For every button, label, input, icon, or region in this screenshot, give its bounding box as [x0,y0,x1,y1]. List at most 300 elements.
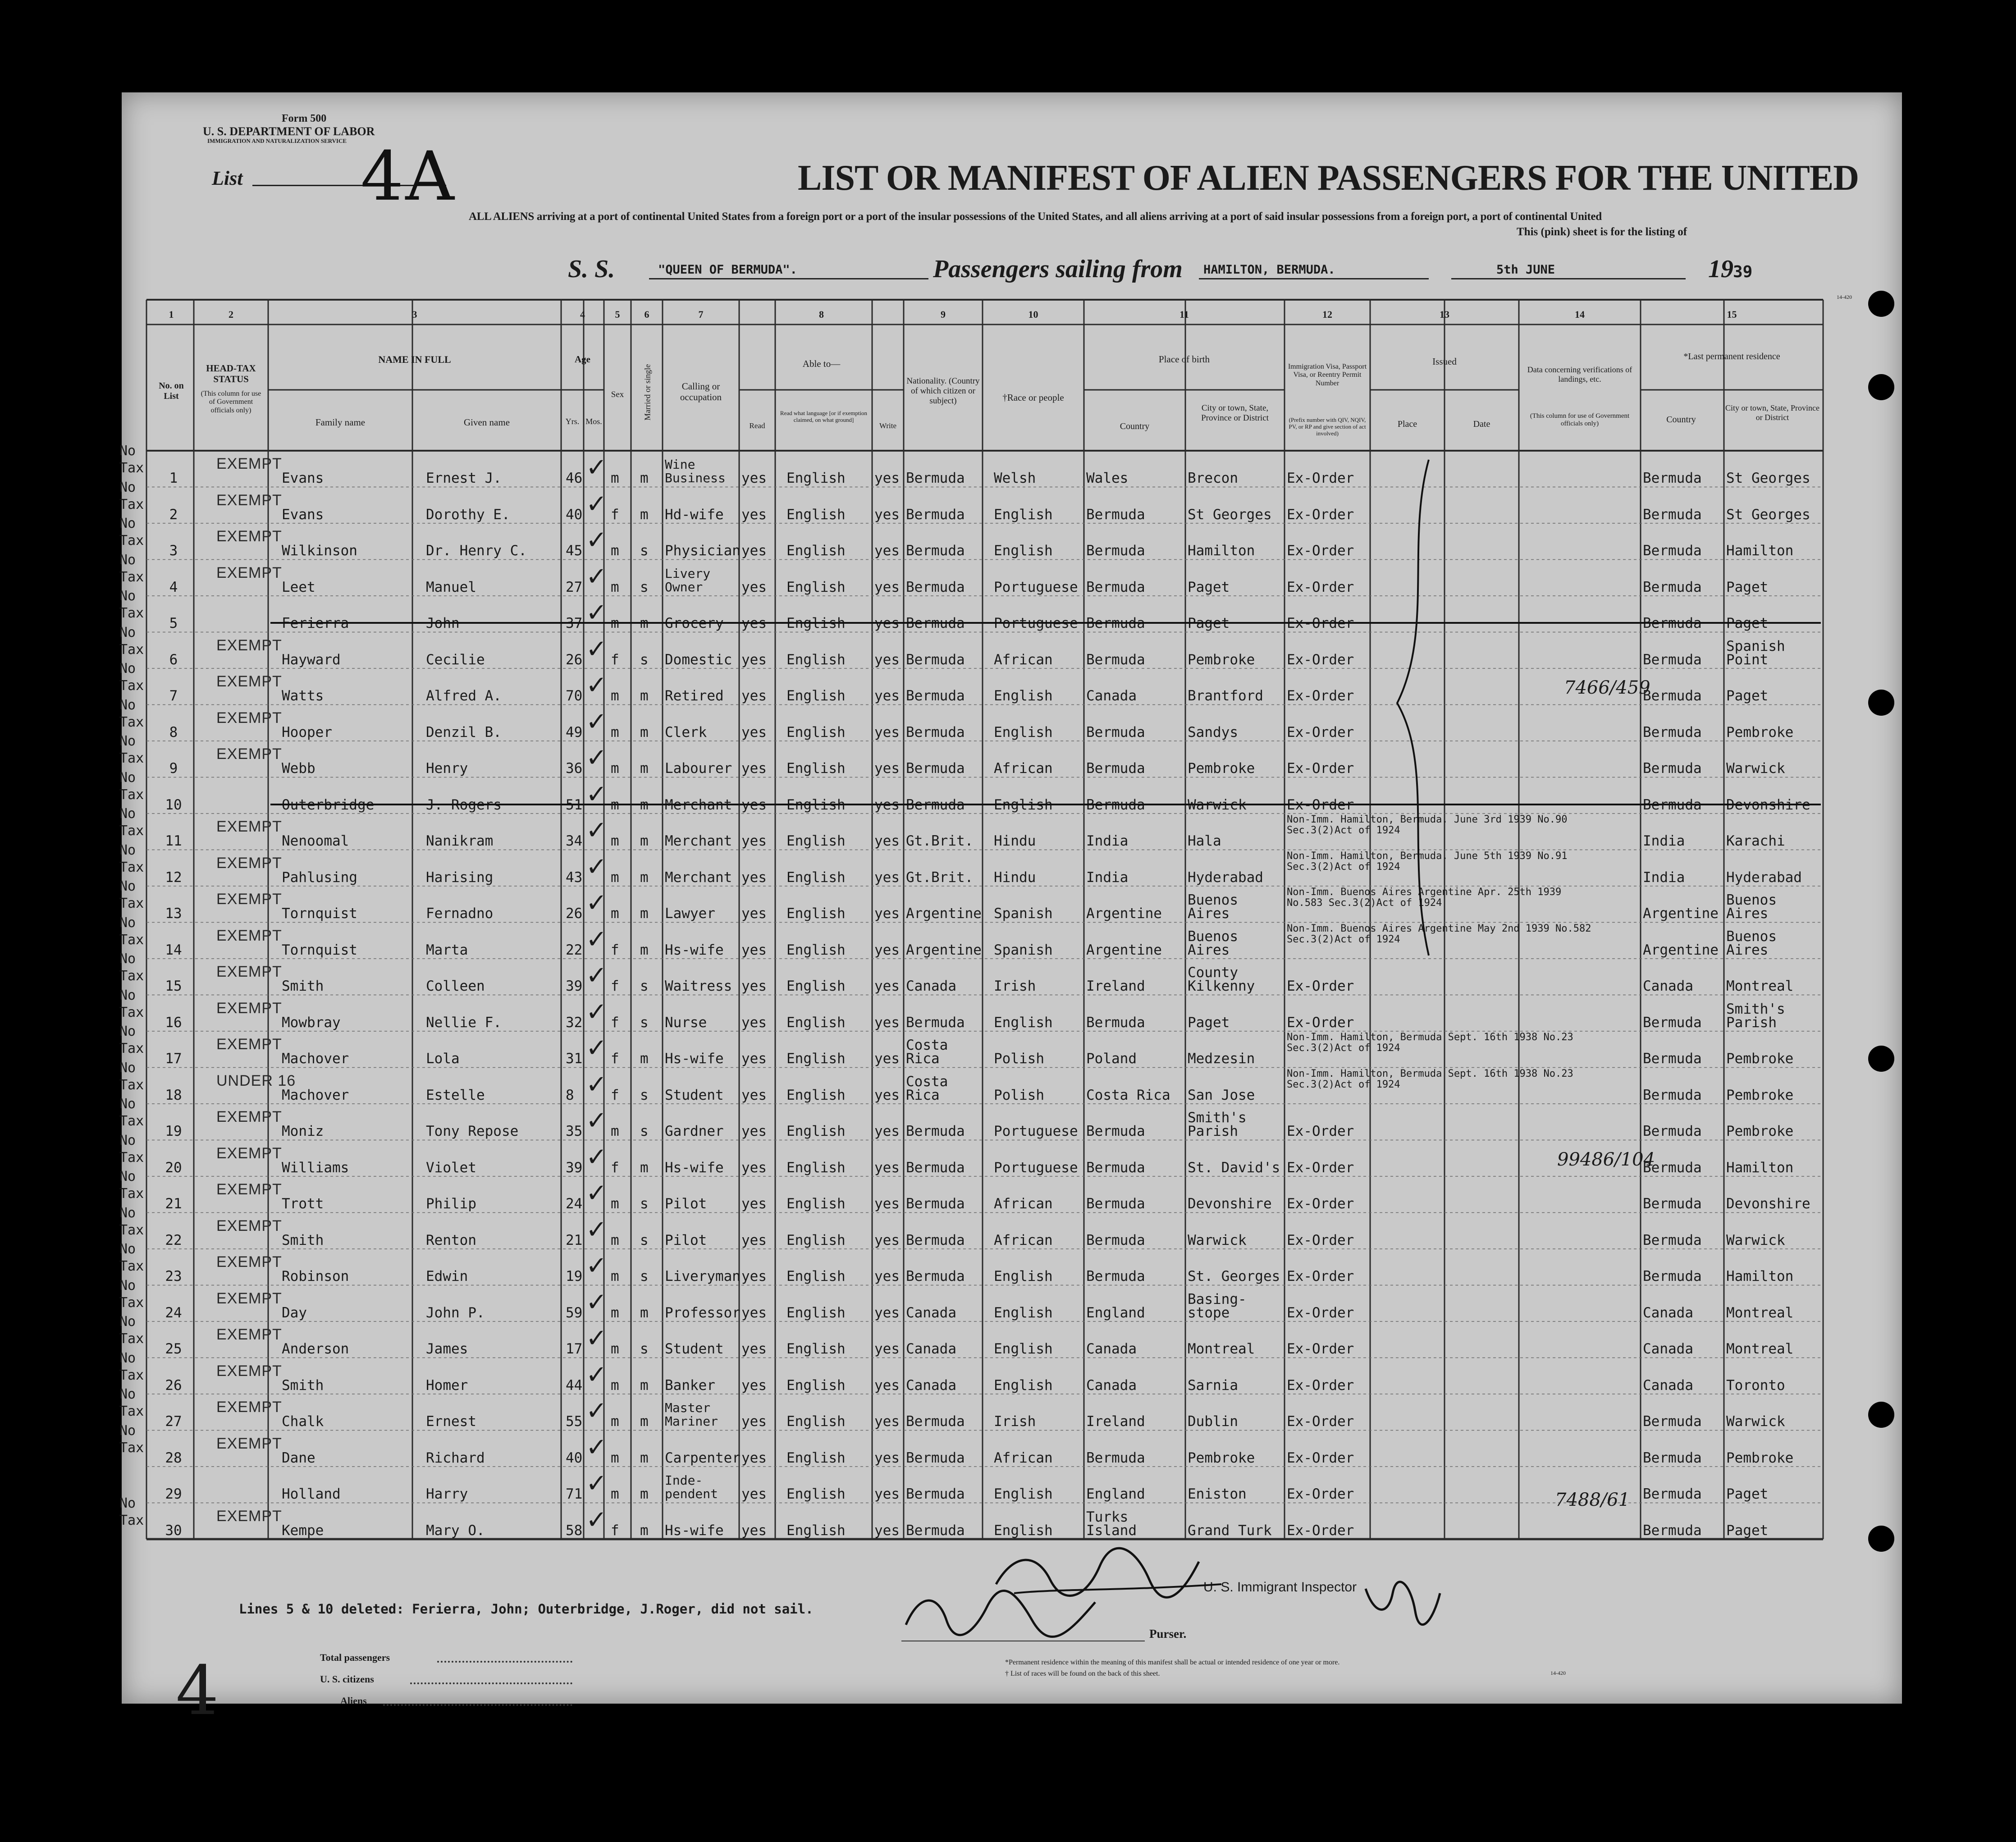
residence-country: Argentine [1643,905,1719,922]
occupation: Liveryman [665,1268,741,1284]
given-name: Alfred A. [426,688,502,704]
hdr-mos: Mos. [585,417,602,426]
residence-city: Paget [1726,1486,1769,1502]
no-tax-mark: No Tax [119,1314,144,1347]
purser-label: Purser. [1149,1627,1187,1641]
marital-status: m [640,1051,649,1067]
aliens-dots [383,1704,572,1706]
occupation: Labourer [665,760,732,777]
table-row [119,806,1902,850]
nationality: Bermuda [906,651,965,668]
table-row [122,1467,1902,1503]
no-tax-mark: No Tax [119,1350,144,1383]
sex: f [611,506,619,523]
nationality: Bermuda [906,579,965,595]
row-number: 1 [169,470,178,486]
language: English [786,1522,846,1539]
can-write: yes [874,543,900,559]
can-write: yes [874,470,900,486]
hdr-read: Read [749,421,765,430]
language: English [786,1413,846,1430]
marital-status: s [640,543,649,559]
given-name: John P. [426,1304,485,1321]
table-row [119,842,1902,887]
col-num-11: 11 [1179,309,1189,320]
family-name: Williams [282,1159,349,1176]
residence-country: Bermuda [1643,760,1702,777]
visa-info: Ex-Order [1287,688,1354,704]
can-read: yes [741,1087,767,1103]
marital-status: m [640,833,649,849]
head-tax-status: EXEMPT [216,999,282,1017]
hdr-yrs: Yrs. [565,417,580,426]
marital-status: m [640,760,649,777]
given-name: Colleen [426,978,485,994]
nationality: Bermuda [906,1449,965,1466]
us-citizens-label: U. S. citizens [320,1673,374,1685]
check-mark-icon: ✓ [586,1142,607,1172]
no-tax-mark: No Tax [119,552,144,585]
age-years: 26 [566,905,583,922]
residence-country: Bermuda [1643,615,1702,631]
table-row [119,624,1902,669]
can-write: yes [874,506,900,523]
residence-city: Warwick [1726,760,1785,777]
head-tax-status: EXEMPT [216,1289,282,1307]
can-write: yes [874,579,900,595]
can-write: yes [874,615,900,631]
no-tax-mark: No Tax [119,1205,144,1238]
row-number: 16 [165,1014,182,1031]
row-number: 4 [169,579,178,595]
family-name: Ferierra [282,615,349,631]
head-tax-status: EXEMPT [216,1144,282,1162]
birth-country: Wales [1086,470,1129,486]
row-number: 28 [165,1449,182,1466]
language: English [786,760,846,777]
hdr-issued-place: Place [1397,419,1417,429]
birth-country: Bermuda [1086,615,1145,631]
can-read: yes [741,905,767,922]
check-mark-icon: ✓ [586,743,607,772]
hdr-country: Country [1120,421,1150,431]
row-number: 5 [169,615,178,631]
hdr-nationality: Nationality. (Country of which citizen or subject) [906,376,980,406]
form-code-top: 14-420 [1837,294,1852,300]
head-tax-status: EXEMPT [216,1362,282,1380]
sex: m [611,869,619,886]
sex: m [611,724,619,740]
can-write: yes [874,942,900,958]
age-years: 46 [566,470,583,486]
can-write: yes [874,1159,900,1176]
race: Welsh [994,470,1036,486]
check-mark-icon: ✓ [586,707,607,736]
can-read: yes [741,1486,767,1502]
sex: m [611,760,619,777]
race: English [994,1522,1053,1539]
language: English [786,1014,846,1031]
table-row [119,1096,1902,1140]
birth-country: Bermuda [1086,651,1145,668]
residence-country: Bermuda [1643,1232,1702,1248]
birth-city: Eniston [1188,1486,1247,1502]
residence-country: Bermuda [1643,1268,1702,1284]
occupation: Hs-wife [665,942,724,958]
residence-city: Pembroke [1726,1087,1794,1103]
can-write: yes [874,833,900,849]
hdr-given-name: Given name [463,417,510,428]
row-number: 8 [169,724,178,740]
birth-city: Basing-stope [1188,1291,1247,1321]
race: English [994,506,1053,523]
no-tax-mark: No Tax [119,588,144,621]
residence-city: Devonshire [1726,1196,1810,1212]
birth-city: Paget [1188,579,1230,595]
race: African [994,760,1053,777]
sex: f [611,1051,619,1067]
language: English [786,942,846,958]
sex: m [611,1377,619,1394]
can-read: yes [741,579,767,595]
residence-city: Toronto [1726,1377,1785,1394]
head-tax-status: EXEMPT [216,1108,282,1125]
birth-city: Paget [1188,615,1230,631]
row-number: 14 [165,942,182,958]
visa-info: Ex-Order [1287,760,1354,777]
nationality: Bermuda [906,615,965,631]
check-mark-icon: ✓ [586,634,607,664]
language: English [786,1232,846,1248]
visa-info: Ex-Order [1287,1449,1354,1466]
no-tax-mark: No Tax [119,1277,144,1311]
given-name: Ernest [426,1413,476,1430]
birth-city: County Kilkenny [1188,964,1255,994]
language: English [786,579,846,595]
sex: m [611,1232,619,1248]
check-mark-icon: ✓ [586,1324,607,1353]
can-read: yes [741,833,767,849]
col-num-14: 14 [1575,309,1585,320]
head-tax-status: EXEMPT [216,528,282,545]
race: English [994,1304,1053,1321]
landing-note-row-19: 99486/104 [1557,1149,1655,1170]
race: Irish [994,1413,1036,1430]
age-years: 49 [566,724,583,740]
immigrant-inspector: U. S. Immigrant Inspector [1203,1580,1357,1595]
check-mark-icon: ✓ [586,1469,607,1498]
row-number: 7 [169,688,178,704]
family-name: Smith [282,978,324,994]
sex: m [611,1413,619,1430]
col-num-3: 3 [412,309,417,320]
birth-country: India [1086,869,1129,886]
nationality: Argentine [906,942,982,958]
head-tax-status: EXEMPT [216,854,282,872]
given-name: Violet [426,1159,476,1176]
family-name: Dane [282,1449,315,1466]
row-number: 10 [165,796,182,813]
row-number: 30 [165,1522,182,1539]
no-tax-mark: No Tax [119,624,144,658]
family-name: Pahlusing [282,869,357,886]
language: English [786,688,846,704]
birth-country: Ireland [1086,1413,1145,1430]
footnote-residence: *Permanent residence within the meaning of this manifest shall be actual or intended residence of one year or more. [1005,1659,1340,1666]
can-write: yes [874,869,900,886]
race: Spanish [994,905,1053,922]
can-read: yes [741,796,767,813]
manifest-subtitle-1: ALL ALIENS arriving at a port of continental United States from a foreign port or a port of the insular possessions of the United States, and all aliens arriving at a port of said insular possessions from a foreign port, a port of continental United [469,210,1602,223]
no-tax-mark: No Tax [119,842,144,875]
given-name: Philip [426,1196,476,1212]
head-tax-status: EXEMPT [216,1435,282,1452]
race: English [994,1377,1053,1394]
race: English [994,724,1053,740]
visa-info: Non-Imm. Buenos Aires Argentine May 2nd 1939 No.582 Sec.3(2)Act of 1924 [1287,923,1591,945]
birth-country: Bermuda [1086,506,1145,523]
can-read: yes [741,1522,767,1539]
race: English [994,543,1053,559]
given-name: Marta [426,942,468,958]
col-num-9: 9 [941,309,946,320]
can-write: yes [874,978,900,994]
margin-mark: 4 [176,1652,219,1730]
given-name: James [426,1341,468,1357]
row-number: 19 [165,1123,182,1139]
head-tax-status: EXEMPT [216,1253,282,1271]
row-number: 22 [165,1232,182,1248]
residence-country: Bermuda [1643,688,1702,704]
family-name: Smith [282,1232,324,1248]
language: English [786,543,846,559]
sex: m [611,688,619,704]
total-dots [437,1661,572,1663]
row-number: 26 [165,1377,182,1394]
birth-city: Hamilton [1188,543,1255,559]
birth-city: Brantford [1188,688,1263,704]
nationality: Bermuda [906,796,965,813]
head-tax-status: EXEMPT [216,636,282,654]
residence-city: Montreal [1726,1341,1794,1357]
row-number: 17 [165,1051,182,1067]
marital-status: m [640,688,649,704]
table-row [119,987,1902,1032]
head-tax-status: EXEMPT [216,1181,282,1198]
hdr-calling: Calling or occupation [680,381,722,403]
residence-city: Pembroke [1726,1449,1794,1466]
marital-status: s [640,579,649,595]
residence-city: Hamilton [1726,1159,1794,1176]
occupation: Merchant [665,833,732,849]
residence-city: Karachi [1726,833,1785,849]
language: English [786,978,846,994]
language: English [786,1449,846,1466]
purser-signature [897,1580,1113,1643]
birth-country: Argentine [1086,942,1162,958]
sex: m [611,1304,619,1321]
hdr-married: Married or single [643,364,652,421]
check-mark-icon: ✓ [586,1396,607,1426]
marital-status: s [640,1123,649,1139]
nationality: Bermuda [906,1413,965,1430]
hdr-read-language: Read what language [or if exemption claimed, on what ground] [780,410,868,423]
marital-status: m [640,724,649,740]
nationality: Canada [906,1304,956,1321]
service-name: IMMIGRATION AND NATURALIZATION SERVICE [207,137,347,144]
occupation: Waitress [665,978,732,994]
col-num-4: 4 [580,309,585,320]
marital-status: s [640,1341,649,1357]
birth-country: Bermuda [1086,1123,1145,1139]
race: Portuguese [994,615,1078,631]
residence-city: Buenos Aires [1726,928,1777,958]
family-name: Leet [282,579,315,595]
head-tax-status: EXEMPT [216,1217,282,1234]
head-tax-status: EXEMPT [216,709,282,727]
check-mark-icon: ✓ [586,924,607,954]
nationality: Bermuda [906,1486,965,1502]
given-name: Manuel [426,579,476,595]
manifest-subtitle-2: This (pink) sheet is for the listing of [1517,226,1687,238]
can-write: yes [874,1087,900,1103]
occupation: Retired [665,688,724,704]
no-tax-mark: No Tax [119,1060,144,1093]
age-years: 71 [566,1486,583,1502]
occupation: Wine Business [665,457,726,485]
row-number: 25 [165,1341,182,1357]
race: African [994,1449,1053,1466]
birth-city: Pembroke [1188,651,1255,668]
sex: f [611,942,619,958]
family-name: Hooper [282,724,332,740]
residence-city: Devonshire [1726,796,1810,813]
occupation: Domestic [665,651,732,668]
marital-status: m [640,470,649,486]
head-tax-status: EXEMPT [216,963,282,980]
language: English [786,1051,846,1067]
landing-note-row-28: 7488/61 [1555,1490,1630,1510]
marital-status: m [640,1159,649,1176]
can-read: yes [741,543,767,559]
age-years: 22 [566,942,583,958]
no-tax-mark: No Tax [119,1024,144,1056]
birth-country: Bermuda [1086,579,1145,595]
language: English [786,615,846,631]
birth-city: Smith's Parish [1188,1110,1247,1139]
residence-country: Bermuda [1643,470,1702,486]
check-mark-icon: ✓ [586,526,607,555]
race: Portuguese [994,1123,1078,1139]
table-row [119,479,1902,524]
departure-port: HAMILTON, BERMUDA. [1203,263,1335,277]
age-years: 58 [566,1522,583,1539]
birth-country: Poland [1086,1051,1137,1067]
row-number: 23 [165,1268,182,1284]
occupation: Gardner [665,1123,724,1139]
row-number: 27 [165,1413,182,1430]
residence-country: Bermuda [1643,1196,1702,1212]
can-read: yes [741,1196,767,1212]
strike-through-line [270,622,1821,624]
hdr-visa-note: (Prefix number with QIV, NQIV, PV, or RP and give section of act involved) [1289,416,1366,437]
sailing-label: Passengers sailing from [933,255,1183,283]
marital-status: m [640,905,649,922]
residence-country: Bermuda [1643,1159,1702,1176]
given-name: Nanikram [426,833,494,849]
marital-status: m [640,942,649,958]
given-name: J. Rogers [426,796,502,813]
given-name: Homer [426,1377,468,1394]
list-label: List [212,167,243,189]
family-name: Chalk [282,1413,324,1430]
nationality: Bermuda [906,1159,965,1176]
visa-info: Ex-Order [1287,1377,1354,1394]
occupation: Carpenter [665,1449,741,1466]
marital-status: m [640,1486,649,1502]
table-row [119,878,1902,923]
race: English [994,1268,1053,1284]
table-row [119,443,1902,487]
residence-country: Bermuda [1643,1051,1702,1067]
year-prefix: 19 [1708,255,1733,283]
nationality: Canada [906,978,956,994]
head-tax-status: EXEMPT [216,1399,282,1416]
hdr-city: City or town, State, Province or District [1201,403,1269,423]
residence-country: Bermuda [1643,579,1702,595]
occupation: Hd-wife [665,506,724,523]
can-read: yes [741,1123,767,1139]
no-tax-mark: No Tax [119,1132,144,1166]
sex: m [611,579,619,595]
birth-city: Medzesin [1188,1051,1255,1067]
hdr-res-country: Country [1666,415,1696,425]
residence-city: Buenos Aires [1726,892,1777,922]
family-name: Machover [282,1051,349,1067]
race: Hindu [994,833,1036,849]
col-num-13: 13 [1440,309,1449,320]
occupation: Merchant [665,869,732,886]
residence-country: Canada [1643,978,1693,994]
occupation: Hs-wife [665,1051,724,1067]
family-name: Webb [282,760,315,777]
residence-city: Pembroke [1726,1051,1794,1067]
language: English [786,1377,846,1394]
nationality: Gt.Brit. [906,869,974,886]
can-read: yes [741,978,767,994]
nationality: Bermuda [906,506,965,523]
hdr-landings: Data concerning verifications of landings, etc. [1527,365,1632,384]
occupation: Banker [665,1377,715,1394]
residence-city: Paget [1726,1522,1769,1539]
sex: f [611,651,619,668]
can-write: yes [874,796,900,813]
row-number: 13 [165,905,182,922]
col-num-8: 8 [819,309,824,320]
head-tax-status: EXEMPT [216,455,282,472]
family-name: Tornquist [282,905,357,922]
can-write: yes [874,1232,900,1248]
check-mark-icon: ✓ [586,1432,607,1462]
race: English [994,1014,1053,1031]
row-number: 6 [169,651,178,668]
nationality: Bermuda [906,1522,965,1539]
nationality: Bermuda [906,688,965,704]
given-name: Henry [426,760,468,777]
hdr-res-city: City or town, State, Province or District [1725,403,1819,422]
occupation: Lawyer [665,905,715,922]
sex: f [611,1522,619,1539]
